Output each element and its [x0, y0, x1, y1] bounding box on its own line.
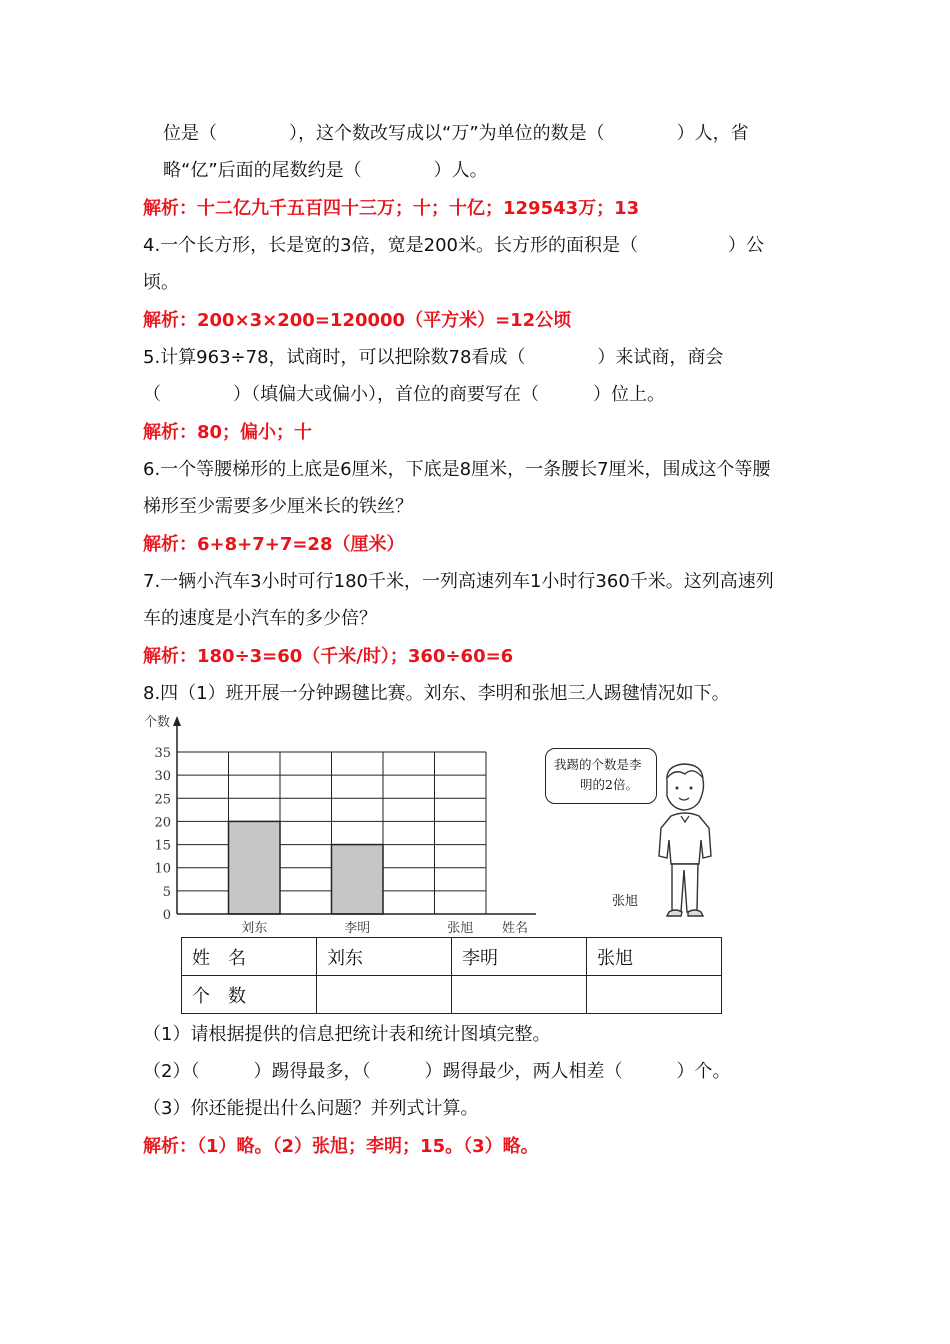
q5-line-2: （ ）（填偏大或偏小），首位的商要写在（ ）位上。: [143, 384, 665, 405]
subq-3: （3）你还能提出什么问题？并列式计算。: [143, 1098, 479, 1119]
subq-1: （1）请根据提供的信息把统计表和统计图填完整。: [143, 1024, 551, 1045]
table-cell: 李明: [452, 938, 587, 976]
bar-1: [229, 821, 281, 914]
q3-line-2: 略“亿”后面的尾数约是（ ）人。: [163, 160, 488, 181]
x-axis-label: 姓名: [502, 921, 529, 936]
q7-line-2: 车的速度是小汽车的多少倍？: [143, 608, 377, 629]
character-label: 张旭: [612, 894, 639, 909]
y-tick-label: 30: [154, 769, 171, 785]
subq-2: （2）（ ）踢得最多，（ ）踢得最少，两人相差（ ）个。: [143, 1061, 731, 1082]
speech-bubble: [545, 748, 657, 804]
q7-line-1: 7.一辆小汽车3小时可行180千米，一列高速列车1小时行360千米。这列高速列: [143, 571, 774, 592]
q8-line: 8.四（1）班开展一分钟踢毽比赛。刘东、李明和张旭三人踢毽情况如下。: [143, 683, 730, 704]
y-axis-arrow: [173, 716, 181, 726]
answer-8: 解析：（1）略。（2）张旭；李明；15。（3）略。: [143, 1136, 539, 1157]
y-tick-label: 15: [154, 838, 171, 854]
y-tick-label: 0: [162, 908, 171, 923]
table-blank-cell[interactable]: [452, 976, 587, 1014]
answer-4: 解析：200×3×200=120000（平方米）=12公顷: [143, 310, 572, 331]
table-header-name: 姓 名: [182, 938, 317, 976]
q6-line-2: 梯形至少需要多少厘米长的铁丝？: [143, 496, 413, 517]
y-tick-label: 20: [154, 815, 171, 831]
x-tick-label: 李明: [344, 921, 371, 936]
table-cell: 刘东: [317, 938, 452, 976]
boy-illustration: [645, 760, 725, 920]
y-tick-label: 25: [154, 792, 171, 808]
answer-5: 解析：80；偏小；十: [143, 422, 313, 443]
table-blank-cell[interactable]: [587, 976, 722, 1014]
answer-3: 解析：十二亿九千五百四十三万；十；十亿；129543万；13: [143, 198, 640, 219]
answer-7: 解析：180÷3=60（千米/时）；360÷60=6: [143, 646, 514, 667]
speech-line-1: 我踢的个数是李: [554, 757, 642, 772]
q5-line-1: 5.计算963÷78，试商时，可以把除数78看成（ ）来试商，商会: [143, 347, 724, 368]
q4-line-1: 4.一个长方形，长是宽的3倍，宽是200米。长方形的面积是（ ）公: [143, 235, 764, 256]
speech-line-2: 明的2倍。: [580, 777, 638, 792]
x-tick-label: 刘东: [241, 921, 268, 936]
table-row: [182, 938, 722, 976]
q4-line-2: 顷。: [143, 272, 179, 293]
q3-line-1: 位是（ ），这个数改写成以“万”为单位的数是（ ）人，省: [163, 123, 749, 144]
answer-6: 解析：6+8+7+7=28（厘米）: [143, 534, 405, 555]
y-tick-label: 5: [162, 884, 171, 900]
stats-table: [181, 937, 722, 1014]
bar-2: [332, 845, 384, 914]
x-tick-label: 张旭: [447, 921, 474, 936]
y-tick-label: 10: [154, 861, 171, 877]
q6-line-1: 6.一个等腰梯形的上底是6厘米，下底是8厘米，一条腰长7厘米，围成这个等腰: [143, 459, 771, 480]
y-tick-label: 35: [154, 746, 171, 761]
y-axis-label: 个数: [144, 715, 171, 730]
table-cell: 张旭: [587, 938, 722, 976]
bar-chart: [140, 712, 560, 937]
table-row: [182, 976, 722, 1014]
table-blank-cell[interactable]: [317, 976, 452, 1014]
table-header-count: 个 数: [182, 976, 317, 1014]
